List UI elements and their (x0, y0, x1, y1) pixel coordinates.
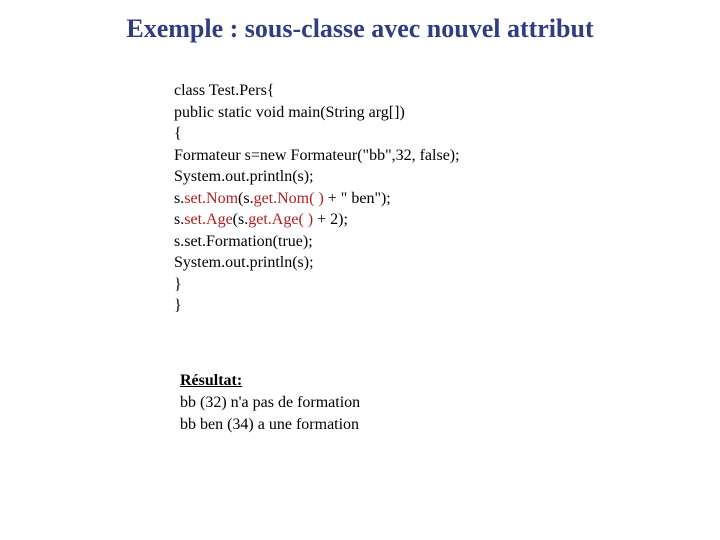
result-block (180, 370, 360, 436)
method-set-age: set.Age (184, 211, 233, 228)
code-text: (s. (232, 211, 249, 228)
code-text: + 2); (313, 211, 348, 228)
code-line: } (174, 297, 182, 314)
code-block (174, 80, 460, 317)
slide-title: Exemple : sous-classe avec nouvel attribut (126, 14, 594, 43)
code-line: } (174, 275, 182, 293)
code-text: + " ben"); (323, 189, 391, 207)
code-line: s.set.Formation(true); (174, 232, 313, 250)
method-get-age: get.Age( ) (248, 211, 314, 228)
code-text: (s. (238, 189, 254, 207)
method-set-nom: set.Nom (184, 189, 239, 207)
code-line-setnom (174, 188, 460, 210)
code-line: public static void main(String arg[]) (174, 103, 405, 121)
result-line: bb ben (34) a une formation (180, 416, 360, 433)
code-line: System.out.println(s); (174, 254, 314, 271)
method-get-nom: get.Nom( ) (253, 189, 324, 207)
result-line: bb (32) n'a pas de formation (180, 394, 361, 411)
code-line: { (174, 125, 182, 142)
code-line: Formateur s=new Formateur("bb",32, false); (174, 146, 460, 164)
code-line-setage (174, 209, 460, 231)
result-heading: Résultat: (180, 372, 243, 389)
code-text: s. (174, 189, 185, 207)
code-text: s. (174, 211, 185, 228)
code-line: System.out.println(s); (174, 168, 314, 185)
code-line: class Test.Pers{ (174, 82, 275, 99)
